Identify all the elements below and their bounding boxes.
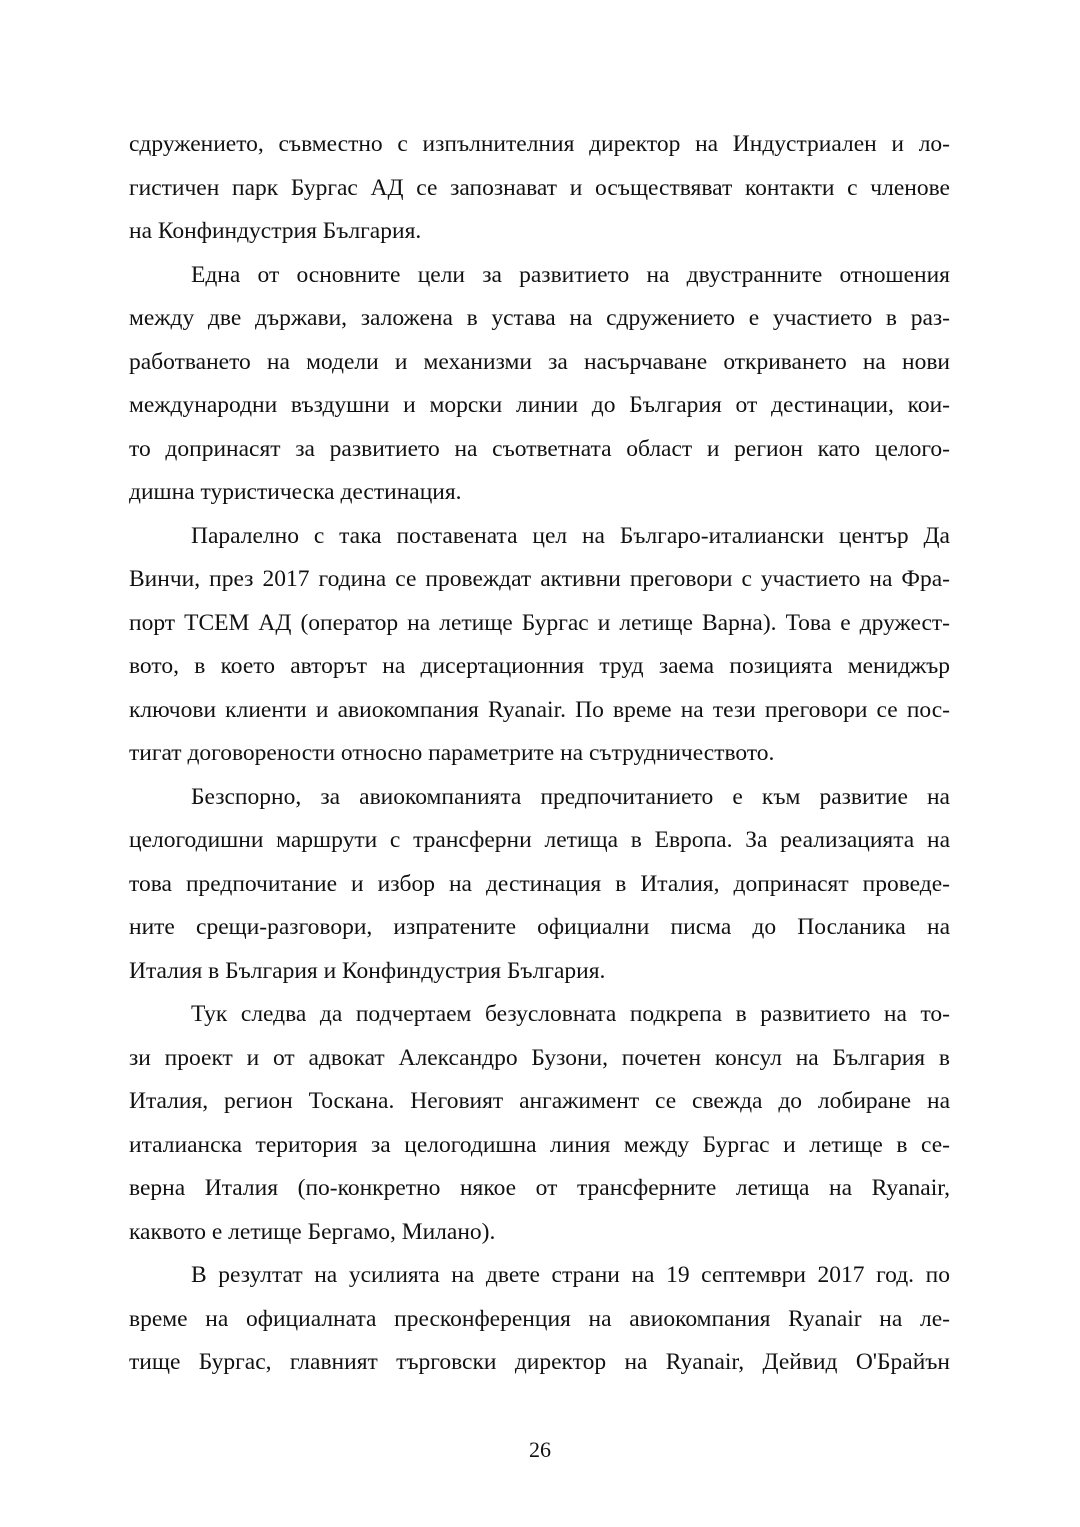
paragraph-6 bbox=[129, 1254, 950, 1385]
text-line: порт ТСЕМ АД (оператор на летище Бургас и летище Варна). Това е дружест- bbox=[129, 609, 950, 636]
text-line: международни въздушни и морски линии до България от дестинации, кои- bbox=[129, 392, 950, 418]
text-line: верна Италия (по-конкретно някое от трансферните летища на Ryanair, bbox=[129, 1175, 950, 1201]
text-line: Винчи, през 2017 година се провеждат активни преговори с участието на Фра- bbox=[129, 566, 950, 592]
text-line: време на официалната пресконференция на авиокомпания Ryanair на ле- bbox=[129, 1305, 950, 1332]
paragraph-2 bbox=[129, 254, 950, 515]
text-line: това предпочитание и избор на дестинация в Италия, допринасят проведе- bbox=[129, 870, 950, 897]
text-line: италианска територия за целогодишна линия между Бургас и летище в се- bbox=[129, 1131, 950, 1158]
text-line: Паралелно с така поставената цел на Българо-италиански център Да bbox=[191, 522, 950, 549]
text-line: Безспорно, за авиокомпанията предпочитанието е към развитие на bbox=[191, 783, 950, 810]
paragraph-5 bbox=[129, 993, 950, 1254]
text-line: ключови клиенти и авиокомпания Ryanair. По време на тези преговори се пос- bbox=[129, 696, 950, 723]
body-text bbox=[129, 123, 950, 1385]
text-line: гистичен парк Бургас АД се запознават и осъществяват контакти с членове bbox=[129, 174, 950, 201]
text-line: дишна туристическа дестинация. bbox=[129, 479, 462, 505]
paragraph-3 bbox=[129, 515, 950, 776]
text-line: то допринасят за развитието на съответната област и регион като целого- bbox=[129, 435, 950, 462]
text-line: целогодишни маршрути с трансферни летища в Европа. За реализацията на bbox=[129, 827, 950, 853]
paragraph-1 bbox=[129, 123, 950, 254]
text-line: ните срещи-разговори, изпратените официални писма до Посланика на bbox=[129, 914, 950, 940]
text-line: работването на модели и механизми за насърчаване откриването на нови bbox=[129, 348, 950, 375]
text-line: тигат договорености относно параметрите на сътрудничеството. bbox=[129, 740, 775, 766]
text-line: Тук следва да подчертаем безусловната подкрепа в развитието на то- bbox=[191, 1001, 950, 1027]
text-line: зи проект и от адвокат Александро Бузони, почетен консул на България в bbox=[129, 1044, 950, 1071]
text-line: на Конфиндустрия България. bbox=[129, 218, 422, 244]
page-number: 26 bbox=[529, 1437, 551, 1462]
text-line: Италия, регион Тоскана. Неговият ангажимент се свежда до лобиране на bbox=[129, 1088, 950, 1114]
text-line: Италия в България и Конфиндустрия България. bbox=[129, 957, 606, 984]
paragraph-4 bbox=[129, 776, 950, 994]
text-line: каквото е летище Бергамо, Милано). bbox=[129, 1218, 496, 1245]
text-line: вото, в което авторът на дисертационния труд заема позицията мениджър bbox=[129, 653, 950, 679]
text-line: Една от основните цели за развитието на двустранните отношения bbox=[191, 261, 950, 288]
text-line: между две държави, заложена в устава на сдружението е участието в раз- bbox=[129, 305, 950, 331]
text-line: сдружението, съвместно с изпълнителния директор на Индустриален и ло- bbox=[129, 131, 950, 157]
text-line: тище Бургас, главният търговски директор на Ryanair, Дейвид О'Брайън bbox=[129, 1349, 950, 1375]
text-line: В резултат на усилията на двете страни на 19 септември 2017 год. по bbox=[191, 1262, 950, 1288]
